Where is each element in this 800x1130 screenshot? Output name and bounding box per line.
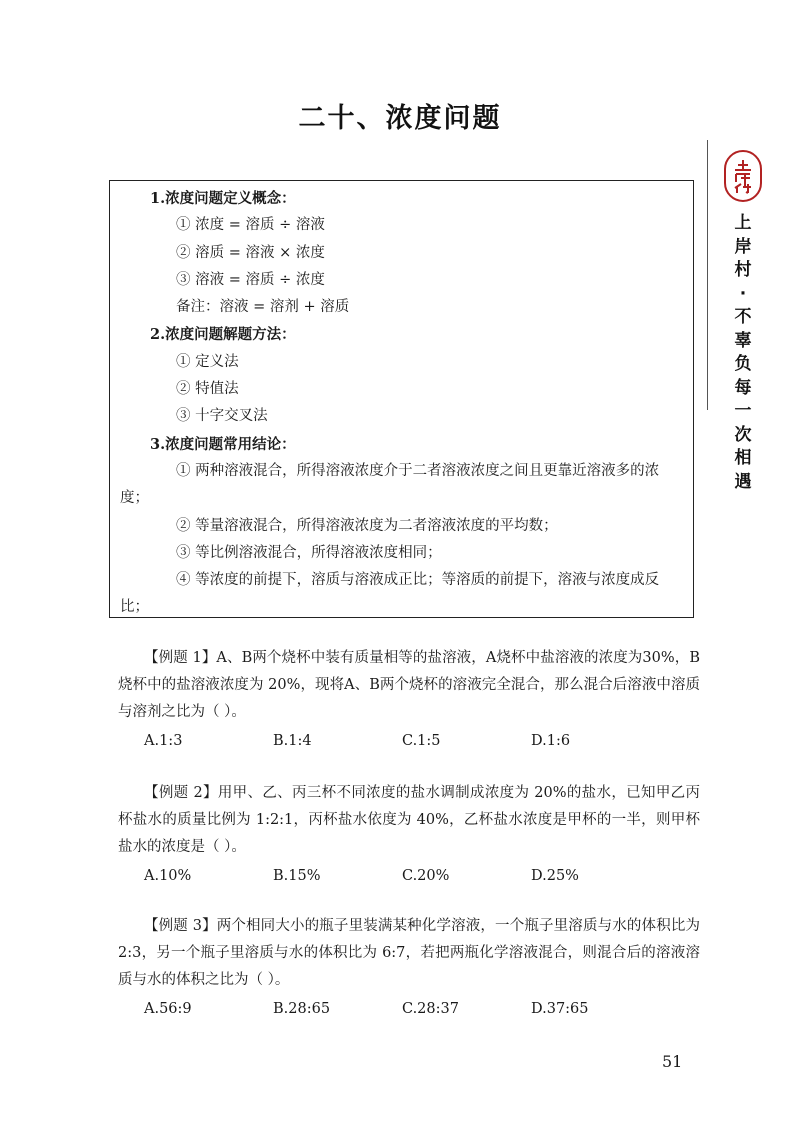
side-divider <box>707 140 708 410</box>
method-item: ③ 十字交叉法 <box>176 408 268 425</box>
option-a: A.56:9 <box>144 1001 192 1017</box>
page-title: 二十、浓度问题 <box>298 103 502 134</box>
definition-formula: ② 溶质 = 溶液 × 浓度 <box>176 244 325 261</box>
definition-formula: ③ 溶液 = 溶质 ÷ 浓度 <box>176 271 325 288</box>
option-d: D.1:6 <box>531 733 571 749</box>
example-question-2 <box>118 780 700 890</box>
conclusion-item: ① 两种溶液混合，所得溶液浓度介于二者溶液浓度之间且更靠近溶液多的浓度； <box>120 462 660 507</box>
section-1-heading: 1.浓度问题定义概念： <box>150 190 296 207</box>
option-a: A.1:3 <box>144 733 183 749</box>
definition-formula: ① 浓度 = 溶质 ÷ 溶液 <box>176 217 325 234</box>
answer-options <box>118 863 700 890</box>
option-b: B.15% <box>273 868 321 884</box>
option-c: C.1:5 <box>402 733 441 749</box>
method-item: ② 特值法 <box>176 381 239 398</box>
option-a: A.10% <box>144 868 192 884</box>
section-2-heading: 2.浓度问题解题方法： <box>150 326 296 344</box>
option-d: D.37:65 <box>531 1001 589 1017</box>
concept-summary-box <box>109 180 694 618</box>
method-item: ① 定义法 <box>176 353 239 370</box>
question-text: 【例题 3】两个相同大小的瓶子里装满某种化学溶液，一个瓶子里溶质与水的体积比为 2:3，另一个瓶子里溶质与水的体积比为 6:7，若把两瓶化学溶液混合，则混合后的溶液溶质与水的体积之比为（ ）。 <box>118 918 700 988</box>
question-text: 【例题 2】用甲、乙、丙三杯不同浓度的盐水调制成浓度为 20%的盐水，已知甲乙丙杯盐水的质量比例为 1:2:1，丙杯盐水依度为 40%，乙杯盐水浓度是甲杯的一半，则甲杯盐水的浓度是（ ）。 <box>118 785 700 855</box>
conclusion-item: ② 等量溶液混合，所得溶液浓度为二者溶液浓度的平均数； <box>176 517 558 534</box>
option-c: C.28:37 <box>402 1001 459 1017</box>
conclusion-item: ④ 等浓度的前提下，溶质与溶液成正比；等溶质的前提下，溶液与浓度成反比； <box>120 572 660 616</box>
brand-seal-logo <box>724 150 762 202</box>
question-text: 【例题 1】A、B两个烧杯中装有质量相等的盐溶液，A烧杯中盐溶液的浓度为30%，B烧杯中的盐溶液浓度为 20%，现将A、B两个烧杯的溶液完全混合，那么混合后溶液中溶质与溶剂之比为（ ）。 <box>118 650 700 720</box>
seal-icon <box>729 156 757 196</box>
example-question-1 <box>118 645 700 755</box>
option-c: C.20% <box>402 868 450 884</box>
section-3-heading: 3.浓度问题常用结论： <box>150 435 296 453</box>
option-d: D.25% <box>531 868 579 884</box>
example-question-3 <box>118 913 700 1023</box>
answer-options <box>118 996 700 1023</box>
side-slogan: 上岸村 · 不辜负每一次相遇 <box>734 213 752 492</box>
answer-options <box>118 728 700 755</box>
page-number: 51 <box>662 1052 683 1071</box>
conclusion-item: ③ 等比例溶液混合，所得溶液浓度相同； <box>176 544 442 561</box>
definition-note: 备注：溶液 = 溶剂 + 溶质 <box>176 299 350 316</box>
option-b: B.1:4 <box>273 733 312 749</box>
option-b: B.28:65 <box>273 1001 331 1017</box>
